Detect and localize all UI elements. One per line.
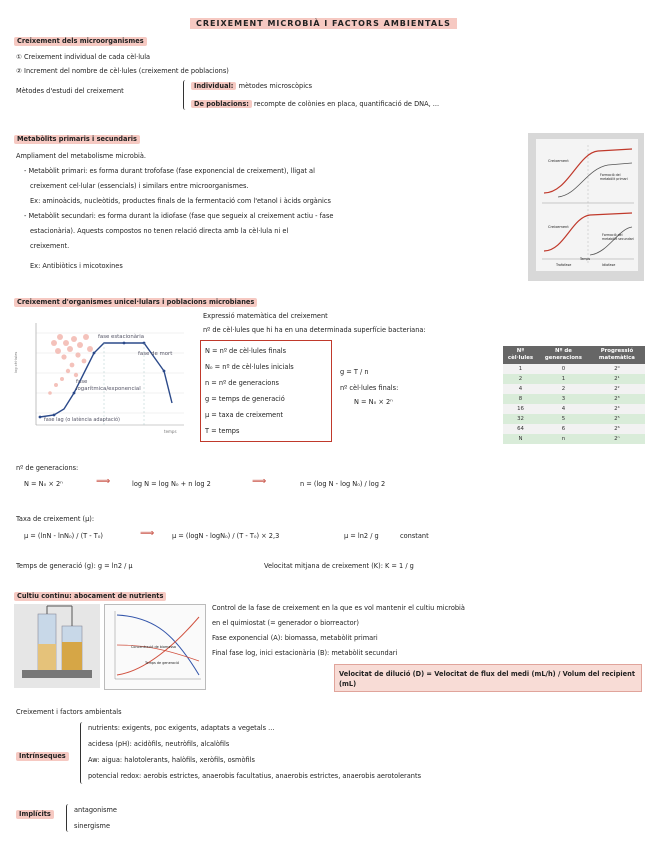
def-generations: n = nº de generacions — [205, 379, 279, 387]
fig-label-growth-1: Creixement — [548, 159, 569, 163]
continuous-line-2: en el quimiostat (= generador o biorreactor) — [212, 619, 359, 627]
metabolite-line-7: Ex: Antibiòtics i micotoxines — [30, 262, 123, 270]
table-header-progression: Progressió matemàtica — [589, 346, 645, 364]
arrow-right-icon: ⟹ — [96, 476, 111, 487]
section-heading-populations: Creixement d'organismes unicel·lulars i poblacions microbianes — [14, 298, 257, 307]
chart-label-death: fase de mort — [138, 351, 173, 357]
continuous-line-3: Fase exponencial (A): biomassa, metabòlit primari — [212, 634, 378, 642]
intrinsic-redox: potencial redox: aerobis estrictes, anaerobis facultatius, anaerobis estrictes, anaerobis aerotolerants — [88, 772, 422, 780]
def-n-final: N = nº de cèl·lules finals — [205, 347, 287, 355]
metabolite-line-1: - Metabòlit primari: es forma durant trofofase (fase exponencial de creixement), lligat al — [24, 167, 315, 175]
metabolite-line-3: Ex: aminoàcids, nucleòtids, productes finals de la fermentació com l'etanol i àcids orgànics — [30, 197, 331, 205]
growth-curve-chart — [14, 313, 190, 445]
intrinsic-aw: Aw: aigua: halotolerants, halòfils, xeròfils, osmòfils — [88, 756, 255, 764]
section-heading-metabolites: Metabòlits primaris i secundaris — [14, 135, 140, 144]
g-formula: g = T / n — [340, 368, 369, 376]
intrinsic-label: Intrínseques — [16, 752, 69, 761]
table-row: 64 6 2⁶ — [503, 424, 645, 434]
table-row: 1 0 2⁰ — [503, 364, 645, 374]
fig-label-primary: Formació del metabòlit primari — [600, 173, 628, 181]
section-heading-growth: Creixement dels microorganismes — [14, 37, 147, 46]
final-cells-label: nº cèl·lules finals: — [340, 384, 399, 392]
generations-formula-3: n = (log N - log N₀) / log 2 — [300, 480, 386, 488]
rate-formula-1: μ = (lnN - lnN₀) / (T - T₀) — [24, 532, 103, 540]
method-individual-text: mètodes microscòpics — [238, 82, 313, 90]
metabolite-line-2: creixement cel·lular (essencials) i similars entre microorganismes. — [30, 182, 249, 190]
fig-label-secondary: Formació del metabòlit secundari — [602, 233, 634, 241]
method-individual — [191, 82, 312, 91]
generations-formula-1: N = N₀ × 2ⁿ — [24, 480, 63, 488]
fig-label-idiophase: Idiofase — [602, 263, 616, 267]
table-row: 8 3 2³ — [503, 394, 645, 404]
table-header-cells: Nº cèl·lules — [503, 346, 538, 364]
implicit-antagonism: antagonisme — [74, 806, 117, 814]
intrinsic-nutrients: nutrients: exigents, poc exigents, adaptats a vegetals ... — [88, 724, 275, 732]
growth-item-2: ② Increment del nombre de cèl·lules (creixement de poblacions) — [16, 67, 229, 75]
metabolite-figure — [528, 133, 644, 281]
generation-time: Temps de generació (g): g = ln2 / μ — [16, 562, 133, 570]
progression-table — [503, 346, 645, 444]
expr-title: Expressió matemàtica del creixement — [203, 312, 328, 320]
section-heading-continuous: Cultiu continu: abocament de nutrients — [14, 592, 166, 601]
def-generation-time: g = temps de generació — [205, 395, 285, 403]
intrinsic-brace — [80, 722, 85, 784]
table-row: 2 1 2¹ — [503, 374, 645, 384]
rate-label: Taxa de creixement (μ): — [16, 515, 95, 523]
chemostat-photo — [14, 604, 100, 688]
dilution-rate-box: Velocitat de dilució (D) = Velocitat de flux del medi (mL/h) / Volum del recipient (mL) — [334, 664, 642, 692]
fig-label-time: Temps — [580, 257, 591, 261]
graph-label-generation-time: Temps de generació — [145, 661, 180, 665]
table-row: 16 4 2⁴ — [503, 404, 645, 414]
continuous-line-4: Final fase log, inici estacionària (B): metabòlit secundari — [212, 649, 398, 657]
chart-label-log: fase logarítmica/exponencial — [76, 379, 141, 392]
average-rate: Velocitat mitjana de creixement (K): K = 1 / g — [264, 562, 414, 570]
def-growth-rate: μ = taxa de creixement — [205, 411, 283, 419]
metabolite-line-5: estacionària). Aquests compostos no tenen relació directa amb la cèl·lula ni el — [30, 227, 289, 235]
table-row: N n 2ⁿ — [503, 434, 645, 444]
page-title: CREIXEMENT MICROBIÀ I FACTORS AMBIENTALS — [190, 18, 457, 29]
methods-brace — [183, 80, 188, 110]
method-individual-label: Individual: — [191, 82, 236, 90]
table-header-generations: Nº de generacions — [538, 346, 589, 364]
table-row: 4 2 2² — [503, 384, 645, 394]
table-row: 32 5 2⁵ — [503, 414, 645, 424]
expr-subtitle: nº de cèl·lules que hi ha en una determinada superfície bacteriana: — [203, 326, 426, 334]
def-time: T = temps — [205, 427, 240, 435]
fig-label-trophophase: Trofofase — [556, 263, 572, 267]
chart-label-lag: fase lag (o latència adaptació) — [44, 417, 121, 423]
continuous-line-1: Control de la fase de creixement en la que es vol mantenir el cultiu microbià — [212, 604, 465, 612]
method-population — [191, 100, 439, 109]
def-n-initial: N₀ = nº de cèl·lules inicials — [205, 363, 294, 371]
growth-item-1: ① Creixement individual de cada cèl·lula — [16, 53, 151, 61]
metabolism-intro: Ampliament del metabolisme microbià. — [16, 152, 146, 160]
arrow-right-icon: ⟹ — [140, 528, 155, 539]
metabolite-line-4: - Metabòlit secundari: es forma durant la idiofase (fase que segueix al creixement actiu - fase — [24, 212, 334, 220]
graph-label-biomass: Concentració de biomassa — [131, 645, 176, 649]
metabolite-line-6: creixement. — [30, 242, 70, 250]
implicit-synergism: sinergisme — [74, 822, 111, 830]
implicit-label: Implícits — [16, 810, 54, 819]
method-population-label: De poblacions: — [191, 100, 252, 108]
final-cells-formula: N = N₀ × 2ⁿ — [354, 398, 393, 406]
intrinsic-ph: acidesa (pH): acidòfils, neutròfils, alcalòfils — [88, 740, 230, 748]
methods-label: Mètodes d'estudi del creixement — [16, 87, 124, 95]
generations-label: nº de generacions: — [16, 464, 79, 472]
generations-formula-2: log N = log N₀ + n log 2 — [132, 480, 211, 488]
arrow-right-icon: ⟹ — [252, 476, 267, 487]
chart-label-stationary: fase estacionària — [98, 334, 145, 340]
method-population-text: recompte de colònies en placa, quantificació de DNA, ... — [253, 100, 440, 108]
chart-ylabel: log cèl·lules — [14, 351, 18, 373]
chemostat-graph — [104, 604, 206, 690]
implicit-brace — [66, 804, 71, 832]
fig-label-growth-2: Creixement — [548, 225, 569, 229]
definitions-box — [200, 340, 332, 442]
chart-xlabel: temps — [164, 429, 177, 434]
rate-formula-3: μ = ln2 / g — [344, 532, 379, 540]
section-heading-environment: Creixement i factors ambientals — [16, 708, 122, 716]
rate-constant: constant — [400, 532, 429, 540]
rate-formula-2: μ = (logN - logN₀) / (T - T₀) × 2,3 — [172, 532, 280, 540]
